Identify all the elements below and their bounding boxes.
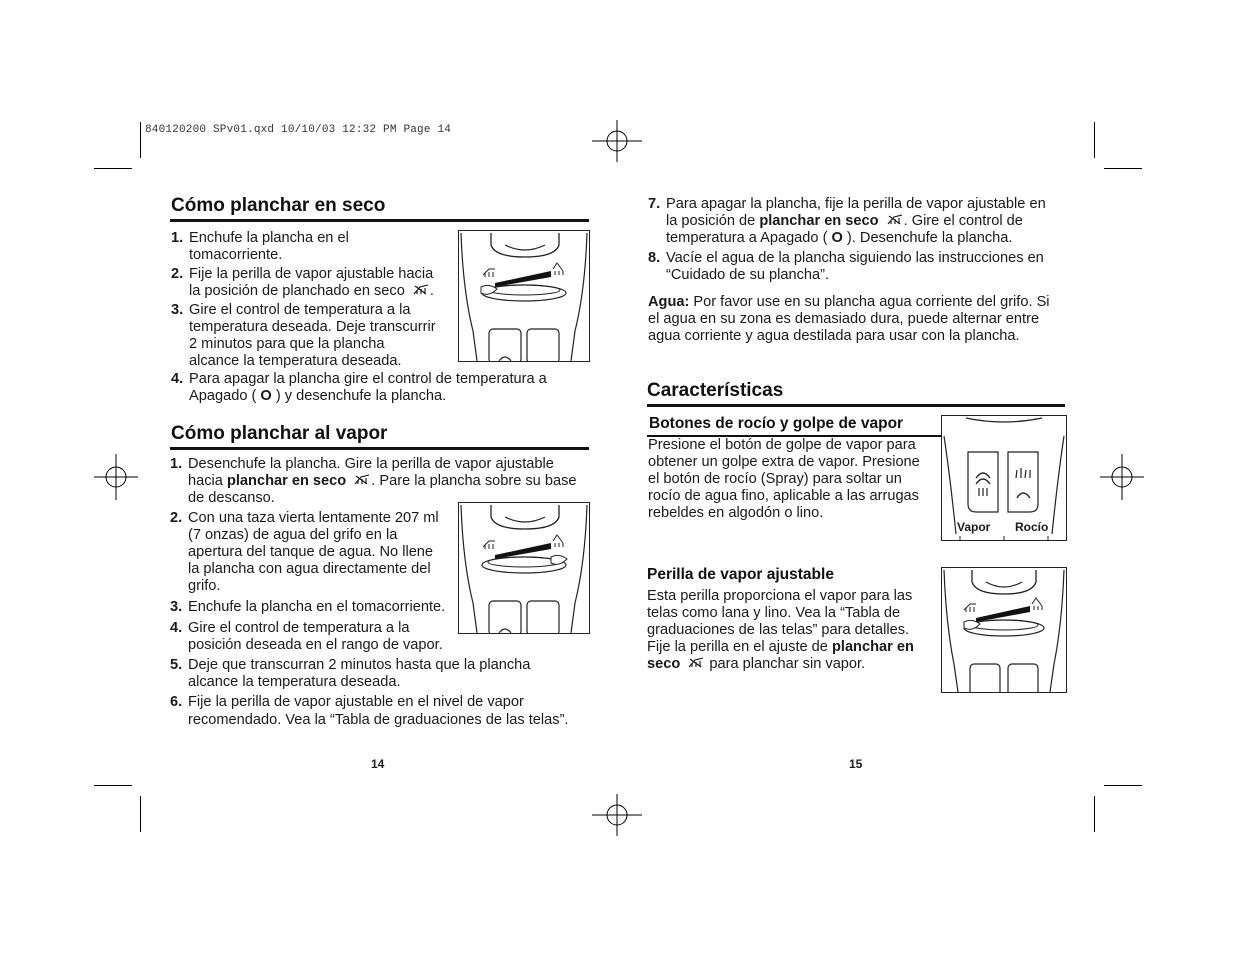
dry-setting-label: planchar en seco bbox=[759, 213, 879, 229]
step-text: Fije la perilla de vapor ajustable hacia bbox=[189, 266, 434, 282]
step-text: . Gire el control de bbox=[903, 213, 1023, 229]
step-text: hacia bbox=[188, 473, 227, 489]
step-text: “Cuidado de su plancha”. bbox=[666, 267, 830, 283]
step-number: 3. bbox=[171, 302, 184, 318]
registration-mark-bottom bbox=[592, 794, 642, 836]
dry-setting-label: planchar en bbox=[831, 639, 914, 655]
spray-steam-buttons-figure bbox=[941, 415, 1067, 541]
features-title: Características bbox=[647, 380, 784, 401]
step-text: la posición de planchado en seco bbox=[189, 283, 405, 299]
page-number: 15 bbox=[849, 757, 863, 771]
step-text: tomacorriente. bbox=[189, 247, 283, 263]
knob-subtitle: Perilla de vapor ajustable bbox=[647, 566, 834, 583]
crop-mark bbox=[94, 785, 132, 786]
title-rule bbox=[170, 447, 589, 450]
step-number: 8. bbox=[648, 250, 661, 266]
crop-mark bbox=[1094, 122, 1095, 158]
step-text: recomendado. Vea la “Tabla de graduaciones de las telas”. bbox=[188, 712, 569, 728]
buttons-subtitle: Botones de rocío y golpe de vapor bbox=[649, 415, 904, 432]
step-text: Gire el control de temperatura a la bbox=[188, 620, 410, 636]
step-text: alcance la temperatura deseada. bbox=[189, 353, 402, 369]
paragraph-line: para planchar sin vapor. bbox=[705, 656, 866, 672]
step-number: 4. bbox=[170, 620, 183, 636]
iron-knob-figure bbox=[458, 230, 590, 362]
step-text: temperatura deseada. Deje transcurrir bbox=[189, 319, 436, 335]
dry-iron-icon bbox=[353, 473, 371, 486]
crop-mark bbox=[140, 796, 141, 832]
step-text: de descanso. bbox=[188, 490, 275, 506]
step-text: apertura del tanque de agua. No llene bbox=[188, 544, 434, 560]
water-note bbox=[648, 294, 1078, 345]
paragraph-line: graduaciones de las telas” para detalles. bbox=[647, 622, 910, 638]
step-number: 2. bbox=[171, 266, 184, 282]
spray-button-label: Rocío bbox=[1015, 520, 1049, 534]
registration-mark-right bbox=[1100, 454, 1144, 500]
step-text: alcance la temperatura deseada. bbox=[188, 674, 401, 690]
page-number: 14 bbox=[371, 757, 385, 771]
step-number: 6. bbox=[170, 694, 183, 710]
step-text: . Pare la plancha sobre su base bbox=[371, 473, 577, 489]
title-rule bbox=[170, 219, 589, 222]
step-text: Gire el control de temperatura a la bbox=[189, 302, 411, 318]
iron-knob-figure bbox=[941, 567, 1067, 693]
water-note-text: Por favor use en su plancha agua corriente del grifo. Si bbox=[689, 294, 1050, 310]
registration-mark-top bbox=[592, 120, 642, 162]
crop-mark bbox=[94, 168, 132, 169]
step-text: Desenchufe la plancha. Gire la perilla de vapor ajustable bbox=[188, 456, 554, 472]
paragraph-line: Esta perilla proporciona el vapor para las bbox=[647, 588, 913, 604]
title-rule bbox=[647, 404, 1065, 407]
off-symbol: O bbox=[260, 388, 272, 404]
step-number: 2. bbox=[170, 510, 183, 526]
registration-mark-left bbox=[94, 454, 138, 500]
knob-text bbox=[647, 588, 942, 673]
step-text: Apagado ( bbox=[189, 388, 261, 404]
step-text: Deje que transcurran 2 minutos hasta que la plancha bbox=[188, 657, 531, 673]
step-number: 1. bbox=[171, 230, 184, 246]
crop-mark bbox=[1094, 796, 1095, 832]
step-text: 2 minutos para que la plancha bbox=[189, 336, 385, 352]
dry-setting-label: planchar en seco bbox=[226, 473, 347, 489]
step-text: Para apagar la plancha gire el control de temperatura a bbox=[189, 371, 547, 387]
crop-mark bbox=[140, 122, 141, 158]
step-text: la posición de bbox=[666, 213, 760, 229]
step-text: temperatura a Apagado ( bbox=[666, 230, 832, 246]
step-number: 5. bbox=[170, 657, 183, 673]
paragraph-line: Presione el botón de golpe de vapor para bbox=[648, 437, 916, 453]
water-note-text: agua corriente y agua destilada para usar con la plancha. bbox=[648, 328, 1020, 344]
file-slug: 840120200 SPv01.qxd 10/10/03 12:32 PM Page 14 bbox=[145, 124, 452, 136]
paragraph-line: obtener un golpe extra de vapor. Presione bbox=[648, 454, 920, 470]
dry-setting-label: seco bbox=[647, 656, 681, 672]
dry-iron-icon bbox=[687, 656, 705, 669]
iron-knob-figure bbox=[458, 502, 590, 634]
water-note-text: el agua en su zona es demasiado dura, puede alternar entre bbox=[648, 311, 1040, 327]
step-text: Para apagar la plancha, fije la perilla de vapor ajustable en bbox=[666, 196, 1046, 212]
step-number: 1. bbox=[170, 456, 183, 472]
dry-iron-icon bbox=[886, 213, 904, 226]
step-text: Enchufe la plancha en el tomacorriente. bbox=[188, 599, 446, 615]
crop-mark bbox=[1104, 168, 1142, 169]
steam-ironing-title: Cómo planchar al vapor bbox=[171, 423, 388, 444]
buttons-text bbox=[648, 437, 943, 522]
step-text: Vacíe el agua de la plancha siguiendo las instrucciones en bbox=[666, 250, 1044, 266]
water-note-label: Agua: bbox=[648, 294, 690, 310]
dry-ironing-title: Cómo planchar en seco bbox=[171, 195, 386, 216]
dry-iron-icon bbox=[412, 283, 430, 296]
step-text: ) y desenchufe la plancha. bbox=[271, 388, 447, 404]
paragraph-line: Fije la perilla en el ajuste de bbox=[647, 639, 832, 655]
crop-mark bbox=[1104, 785, 1142, 786]
paragraph-line: rebeldes en algodón o lino. bbox=[648, 505, 824, 521]
step-number: 3. bbox=[170, 599, 183, 615]
step-text: (7 onzas) de agua del grifo en la bbox=[188, 527, 398, 543]
step-number: 4. bbox=[171, 371, 184, 387]
steam-button-label: Vapor bbox=[957, 520, 991, 534]
step-text: grifo. bbox=[188, 578, 221, 594]
step-text: Con una taza vierta lentamente 207 ml bbox=[188, 510, 439, 526]
off-symbol: O bbox=[831, 230, 843, 246]
step-text: Enchufe la plancha en el bbox=[189, 230, 349, 246]
step-text: ). Desenchufe la plancha. bbox=[842, 230, 1013, 246]
paragraph-line: el botón de rocío (Spray) para soltar un bbox=[648, 471, 902, 487]
step-text: Fije la perilla de vapor ajustable en el nivel de vapor bbox=[188, 694, 524, 710]
step-text: posición deseada en el rango de vapor. bbox=[188, 637, 443, 653]
step-number: 7. bbox=[648, 196, 661, 212]
step-text: la plancha con agua directamente del bbox=[188, 561, 431, 577]
paragraph-line: telas como lana y lino. Vea la “Tabla de bbox=[647, 605, 901, 621]
paragraph-line: rocío de agua fino, aplicable a las arrugas bbox=[648, 488, 919, 504]
